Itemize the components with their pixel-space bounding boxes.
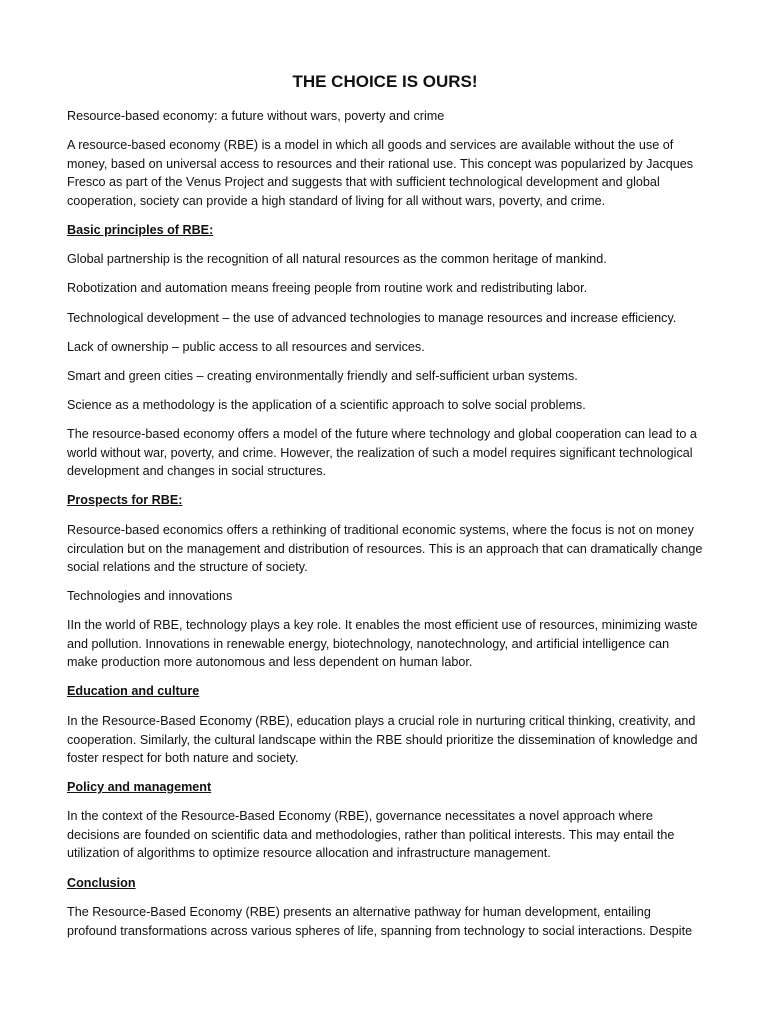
intro-paragraph: A resource-based economy (RBE) is a model in which all goods and services are available without the use of money, based on universal access to resources and their rational use. This concept was popularized by Jacques Fresco as part of the Venus Project and suggests that with sufficient technological development and global cooperation, society can provide a high standard of living for all without wars, poverty, and crime.: [67, 138, 694, 208]
education-heading: Education and culture: [67, 684, 200, 698]
technologies-paragraph: IIn the world of RBE, technology plays a key role. It enables the most efficient use of resources, minimizing waste and pollution. Innovations in renewable energy, biotechnology, nanotechnology, and artificial intelligence can make production more autonomous and less dependent on human labor.: [67, 618, 698, 670]
conclusion-heading: Conclusion: [67, 876, 136, 890]
principles-summary-paragraph: The resource-based economy offers a model of the future where technology and global cooperation can lead to a world without war, poverty, and crime. However, the realization of such a model requires significant technological development and changes in social structures.: [67, 427, 697, 479]
principle-item: Technological development – the use of advanced technologies to manage resources and increase efficiency.: [67, 311, 677, 325]
principle-item: Robotization and automation means freeing people from routine work and redistributing labor.: [67, 281, 588, 295]
policy-paragraph: In the context of the Resource-Based Economy (RBE), governance necessitates a novel approach where decisions are founded on scientific data and methodologies, rather than political interests. This may entail the utilization of algorithms to optimize resource allocation and infrastructure management.: [67, 809, 675, 861]
principle-item: Science as a methodology is the application of a scientific approach to solve social problems.: [67, 398, 586, 412]
principle-item: Smart and green cities – creating environmentally friendly and self-sufficient urban systems.: [67, 369, 578, 383]
principle-item: Lack of ownership – public access to all resources and services.: [67, 340, 425, 354]
prospects-paragraph: Resource-based economics offers a rethinking of traditional economic systems, where the focus is not on money circulation but on the management and distribution of resources. This is an approach that can dramatically change social relations and the structure of society.: [67, 523, 703, 575]
technologies-heading: Technologies and innovations: [67, 589, 233, 603]
prospects-heading: Prospects for RBE:: [67, 493, 183, 507]
conclusion-paragraph: The Resource-Based Economy (RBE) presents an alternative pathway for human development, entailing profound transformations across various spheres of life, spanning from technology to social interactions. Despite: [67, 905, 693, 938]
principles-heading: Basic principles of RBE:: [67, 223, 214, 237]
document-subtitle: Resource-based economy: a future without wars, poverty and crime: [67, 109, 445, 123]
policy-heading: Policy and management: [67, 780, 212, 794]
document-title: THE CHOICE IS OURS!: [292, 72, 478, 91]
principle-item: Global partnership is the recognition of all natural resources as the common heritage of mankind.: [67, 252, 607, 266]
education-paragraph: In the Resource-Based Economy (RBE), education plays a crucial role in nurturing critical thinking, creativity, and cooperation. Similarly, the cultural landscape within the RBE should prioritize the dissemination of knowledge and foster respect for both nature and society.: [67, 714, 698, 766]
